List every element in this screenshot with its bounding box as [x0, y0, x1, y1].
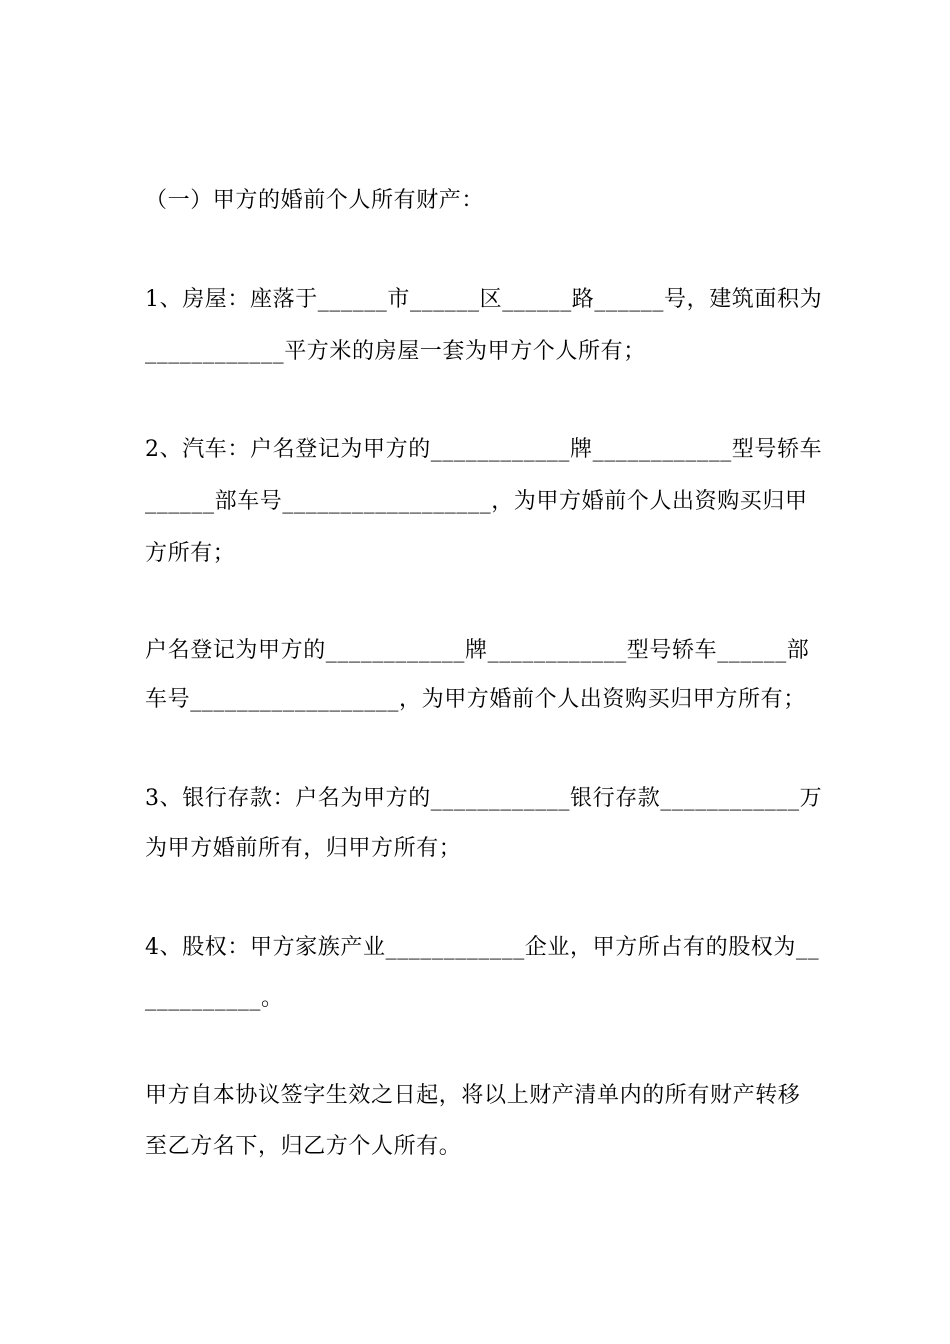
item-bank-line-2: 为甲方婚前所有，归甲方所有； [145, 836, 462, 861]
closing-line-2: 至乙方名下，归乙方个人所有。 [145, 1134, 462, 1159]
item-house-line-2: ____________平方米的房屋一套为甲方个人所有； [145, 339, 646, 364]
item-equity-line-2: __________。 [145, 986, 284, 1011]
item-car2-line-1: 户名登记为甲方的____________牌____________型号轿车______部 [145, 638, 810, 663]
section-heading: （一）甲方的婚前个人所有财产： [145, 188, 485, 213]
item-car-line-3: 方所有； [145, 541, 236, 566]
item-bank-line-1: 3、银行存款：户名为甲方的____________银行存款____________万 [145, 786, 823, 811]
item-house-line-1: 1、房屋：座落于______市______区______路______号，建筑面积为 [145, 287, 823, 312]
item-car2-line-2: 车号__________________，为甲方婚前个人出资购买归甲方所有； [145, 687, 806, 712]
item-equity-line-1: 4、股权：甲方家族产业____________企业，甲方所占有的股权为__ [145, 935, 820, 960]
item-car-line-2: ______部车号__________________，为甲方婚前个人出资购买归甲 [145, 489, 808, 514]
item-car-line-1: 2、汽车：户名登记为甲方的____________牌____________型号轿车 [145, 437, 823, 462]
closing-line-1: 甲方自本协议签字生效之日起，将以上财产清单内的所有财产转移 [145, 1083, 801, 1108]
